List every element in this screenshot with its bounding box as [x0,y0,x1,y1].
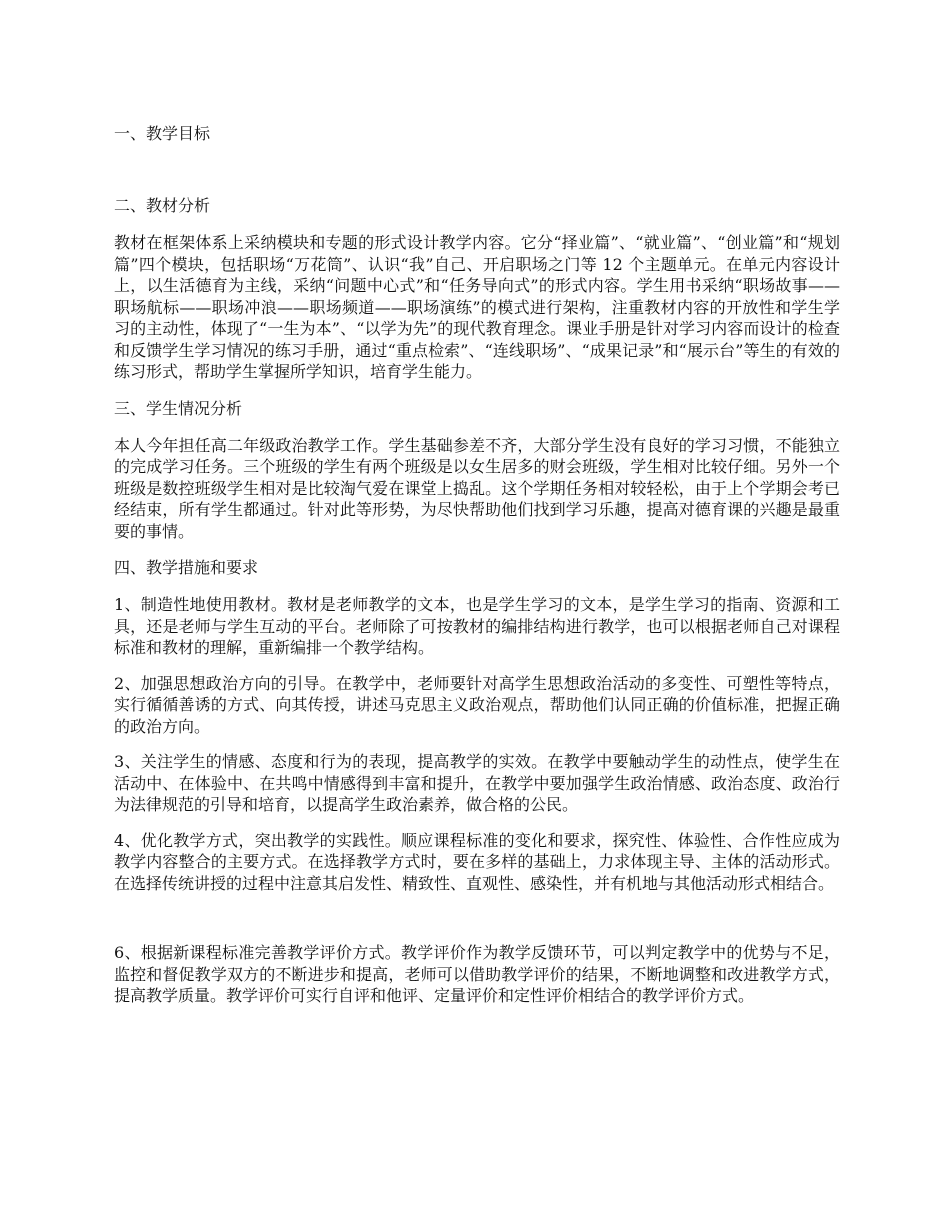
spacer [114,580,840,594]
spacer [114,737,840,751]
spacer [114,816,840,830]
spacer [114,542,840,556]
measure-4-paragraph: 4、优化教学方式，突出教学的实践性。顺应课程标准的变化和要求，探究性、体验性、合作性应成为教学内容整合的主要方式。在选择教学方式时，要在多样的基础上，力求体现主导、主体的活动形式。在选择传统讲授的过程中注意其启发性、精致性、直观性、感染性，并有机地与其他活动形式相结合。 [114,830,840,893]
spacer [114,146,840,194]
section-title-material: 二、教材分析 [114,196,211,215]
spacer [114,218,840,232]
measure-6-paragraph: 6、根据新课程标准完善教学评价方式。教学评价作为教学反馈环节，可以判定教学中的优势与不足，监控和督促教学双方的不断进步和提高，老师可以借助教学评价的结果，不断地调整和改进教学方式，提高教学质量。教学评价可实行自评和他评、定量评价和定性评价相结合的教学评价方式。 [114,943,840,1005]
spacer [114,421,840,435]
student-analysis-paragraph: 本人今年担任高二年级政治教学工作。学生基础参差不齐，大部分学生没有良好的学习习惯，不能独立的完成学习任务。三个班级的学生有两个班级是以女生居多的财会班级，学生相对比较仔细。另外一个班级是数控班级学生相对是比较淘气爱在课堂上捣乱。这个学期任务相对较轻松，由于上个学期会考已经结束，所有学生都通过。针对此等形势，为尽快帮助他们找到学习乐趣，提高对德育课的兴趣是最重要的事情。 [114,435,840,541]
section-title-students: 三、学生情况分析 [114,398,243,418]
spacer [114,659,840,673]
measure-1-paragraph: 1、制造性地使用教材。教材是老师教学的文本，也是学生学习的文本，是学生学习的指南、资源和工具，还是老师与学生互动的平台。老师除了可按教材的编排结构进行教学，也可以根据老师自己对课程标准和教材的理解，重新编排一个教学结构。 [114,595,840,657]
section-title-measures: 四、教学措施和要求 [114,558,259,577]
spacer [114,383,840,397]
spacer [114,894,840,942]
measure-3-paragraph: 3、关注学生的情感、态度和行为的表现，提高教学的实效。在教学中要触动学生的动性点，使学生在活动中、在体验中、在共鸣中情感得到丰富和提升，在教学中要加强学生政治情感、政治态度、政治行为法律规范的引导和培育，以提高学生政治素养，做合格的公民。 [114,752,840,814]
section-title-goals: 一、教学目标 [114,124,211,143]
document-page [114,122,840,1007]
material-analysis-paragraph: 教材在框架体系上采纳模块和专题的形式设计教学内容。它分“择业篇”、“就业篇”、“创业篇”和“规划篇”四个模块，包括职场“万花筒”、认识“我”自己、开启职场之门等 12 个主题单元。在单元内容设计上，以生活德育为主线，采纳“问题中心式”和“任务导向式”的形式内容。学生用书采纳“职场故事——职场航标——职场冲浪——职场频道——职场演练”的模式进行架构，注重教材内容的开放性和学生学习的主动性，体现了“一生为本”、“以学为先”的现代教育理念。课业手册是针对学习内容而设计的检查和反馈学生学习情况的练习手册，通过“重点检索”、“连线职场”、“成果记录”和“展示台”等生的有效的练习形式，帮助学生掌握所学知识，培育学生能力。 [114,233,840,381]
measure-2-paragraph: 2、加强思想政治方向的引导。在教学中，老师要针对高学生思想政治活动的多变性、可塑性等特点，实行循循善诱的方式、向其传授，讲述马克思主义政治观点，帮助他们认同正确的价值标准，把握正确的政治方向。 [114,673,840,736]
